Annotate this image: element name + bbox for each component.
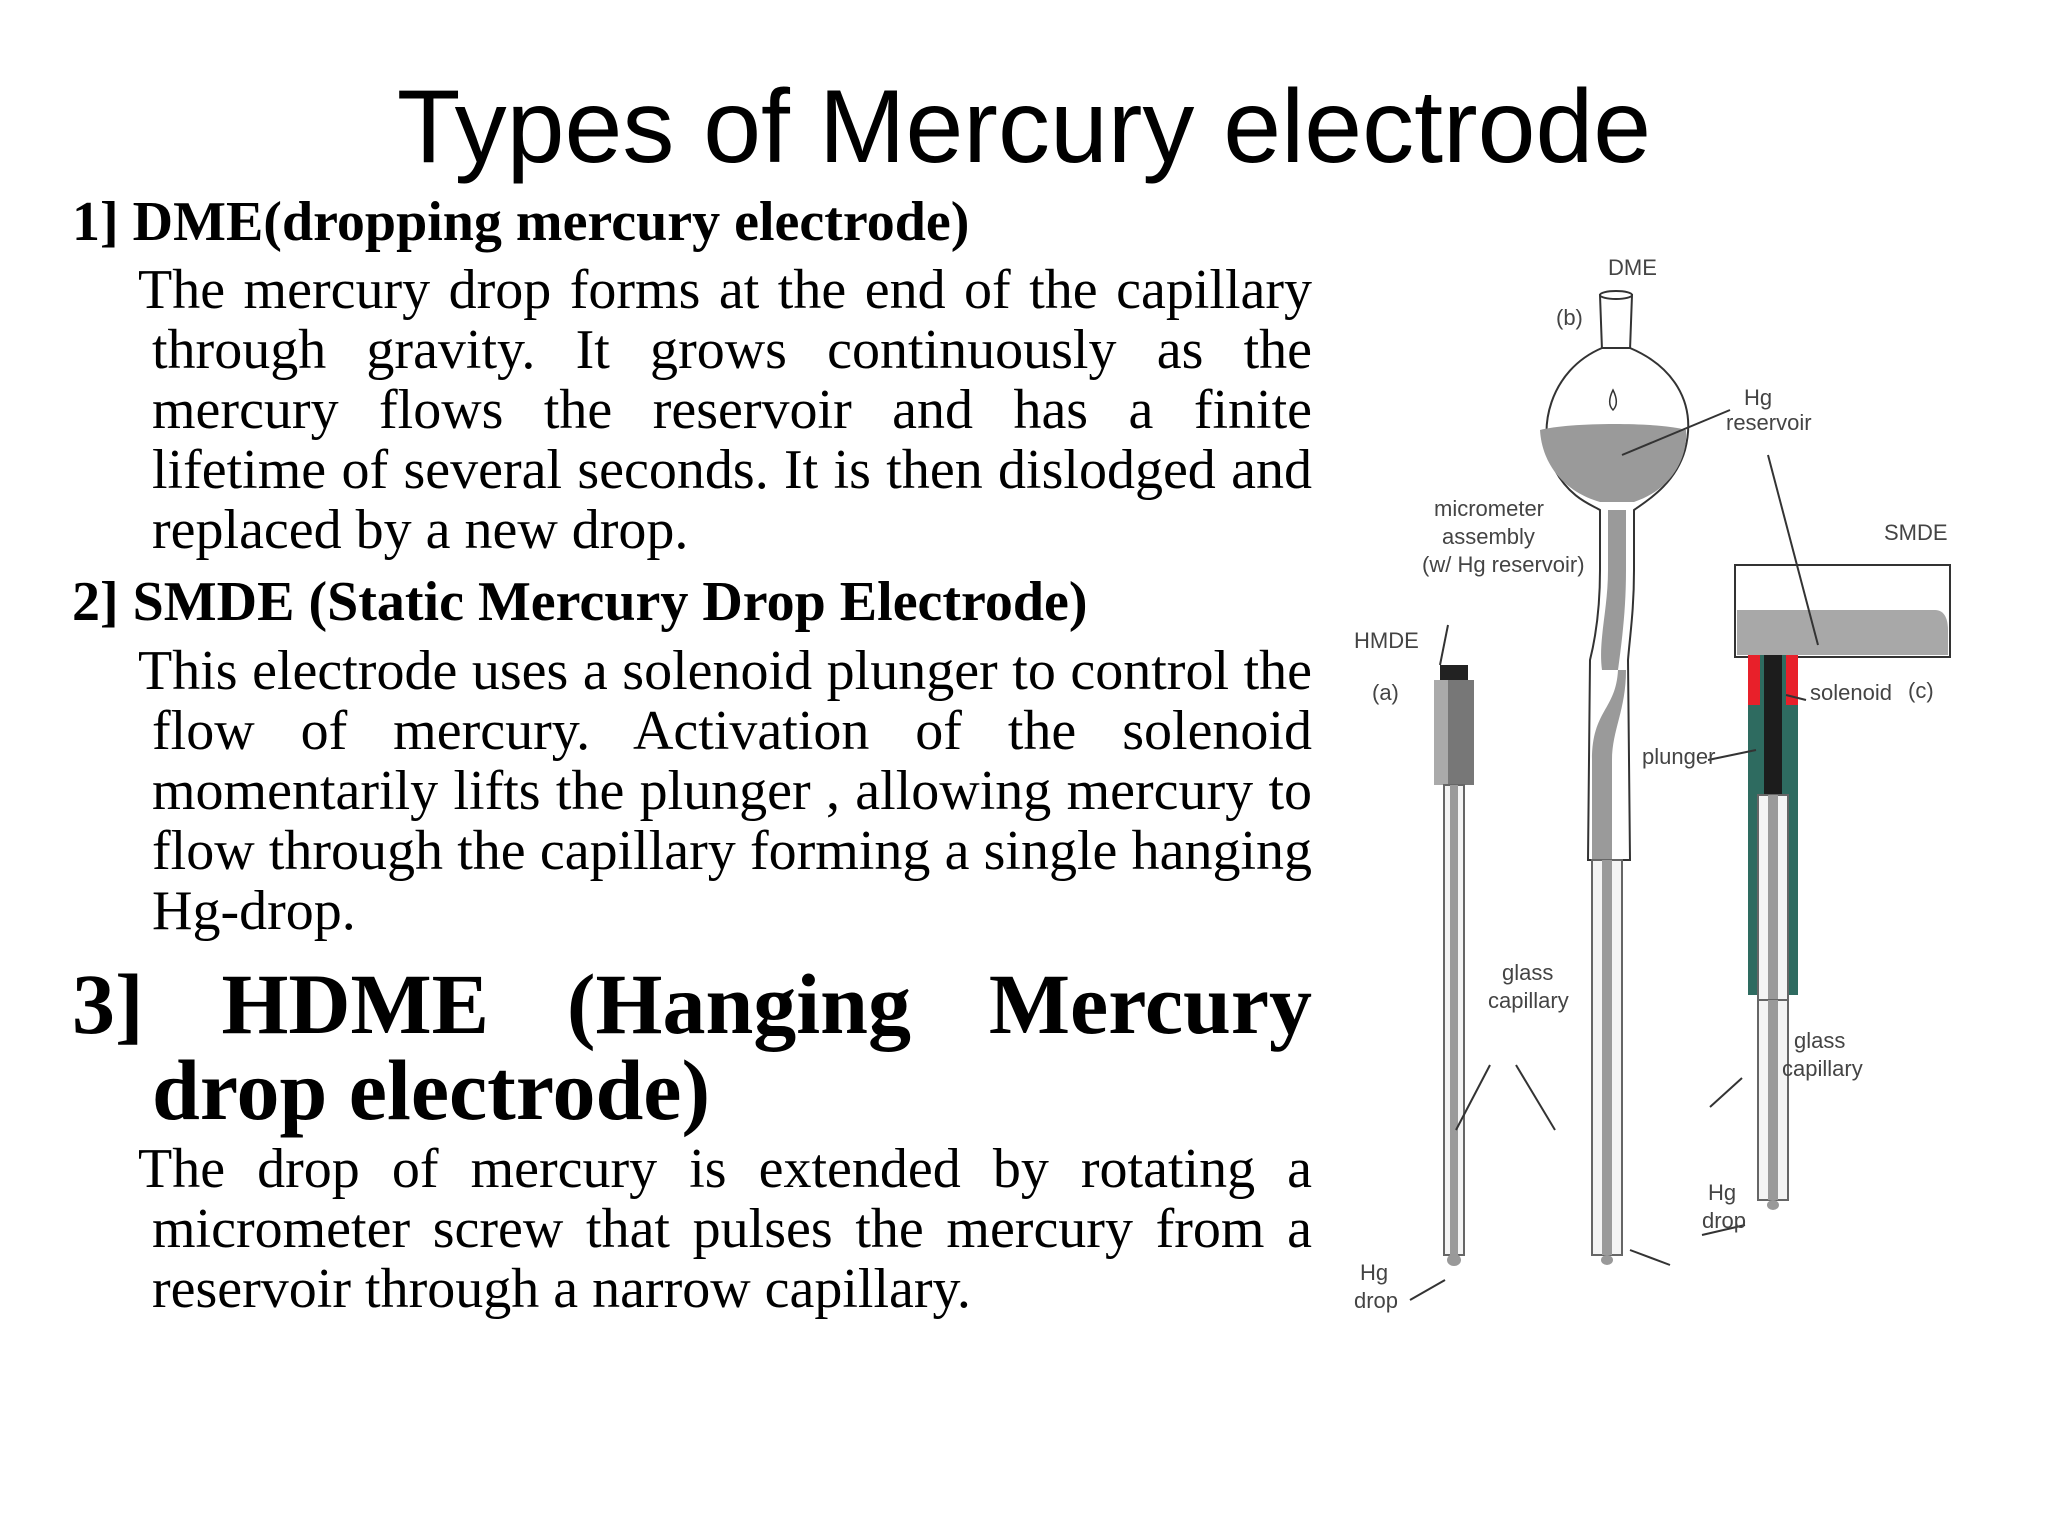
label-drop-2: drop	[1702, 1208, 1747, 1233]
section-body-hdme: The drop of mercury is extended by rotating a micrometer screw that pulses the mercury from a reservoir through a narrow capillary.	[138, 1137, 1312, 1320]
section-body-smde: This electrode uses a solenoid plunger to control the flow of mercury. Activation of the solenoid momentarily lifts the plunger , allowing mercury to flow through the capillary forming a single hanging Hg-drop.	[138, 639, 1312, 942]
label-c: (c)	[1908, 678, 1934, 703]
label-plunger: plunger	[1642, 744, 1716, 769]
electrode-diagram	[1330, 240, 1970, 1420]
label-a: (a)	[1372, 680, 1399, 705]
label-b: (b)	[1556, 305, 1583, 330]
slide-title: Types of Mercury electrode	[396, 69, 1652, 185]
label-assembly: assembly	[1442, 524, 1535, 549]
label-hmde: HMDE	[1354, 628, 1419, 653]
section-heading-smde: 2] SMDE (Static Mercury Drop Electrode)	[72, 571, 1088, 634]
label-dme: DME	[1608, 255, 1657, 280]
hmde-electrode	[1434, 665, 1474, 1266]
section-heading-dme: 1] DME(dropping mercury electrode)	[72, 191, 970, 253]
label-glass-1: glass	[1502, 960, 1554, 985]
label-reservoir: reservoir	[1726, 410, 1812, 435]
text-column	[72, 190, 1312, 1329]
label-hg-drop-1: Hg	[1360, 1260, 1389, 1285]
label-solenoid: solenoid	[1810, 680, 1892, 705]
label-capillary-1: capillary	[1488, 988, 1569, 1013]
label-capillary-2: capillary	[1782, 1056, 1863, 1081]
label-hg-reservoir: Hg	[1744, 385, 1773, 410]
label-hg-drop-2: Hg	[1708, 1180, 1737, 1205]
smde-electrode	[1735, 565, 1950, 1210]
section-heading-hdme: 3] HDME (Hanging Mercury drop electrode)	[72, 955, 1312, 1138]
label-drop-1: drop	[1354, 1288, 1399, 1313]
section-body-dme: The mercury drop forms at the end of the capillary through gravity. It grows continuously as the mercury flows the reservoir and has a finite lifetime of several seconds. It is then dislodged and replaced by a new drop.	[138, 259, 1312, 562]
label-smde: SMDE	[1884, 520, 1948, 545]
label-glass-2: glass	[1794, 1028, 1846, 1053]
label-hg-reservoir-note: (w/ Hg reservoir)	[1422, 552, 1585, 577]
label-micrometer: micrometer	[1434, 496, 1545, 521]
